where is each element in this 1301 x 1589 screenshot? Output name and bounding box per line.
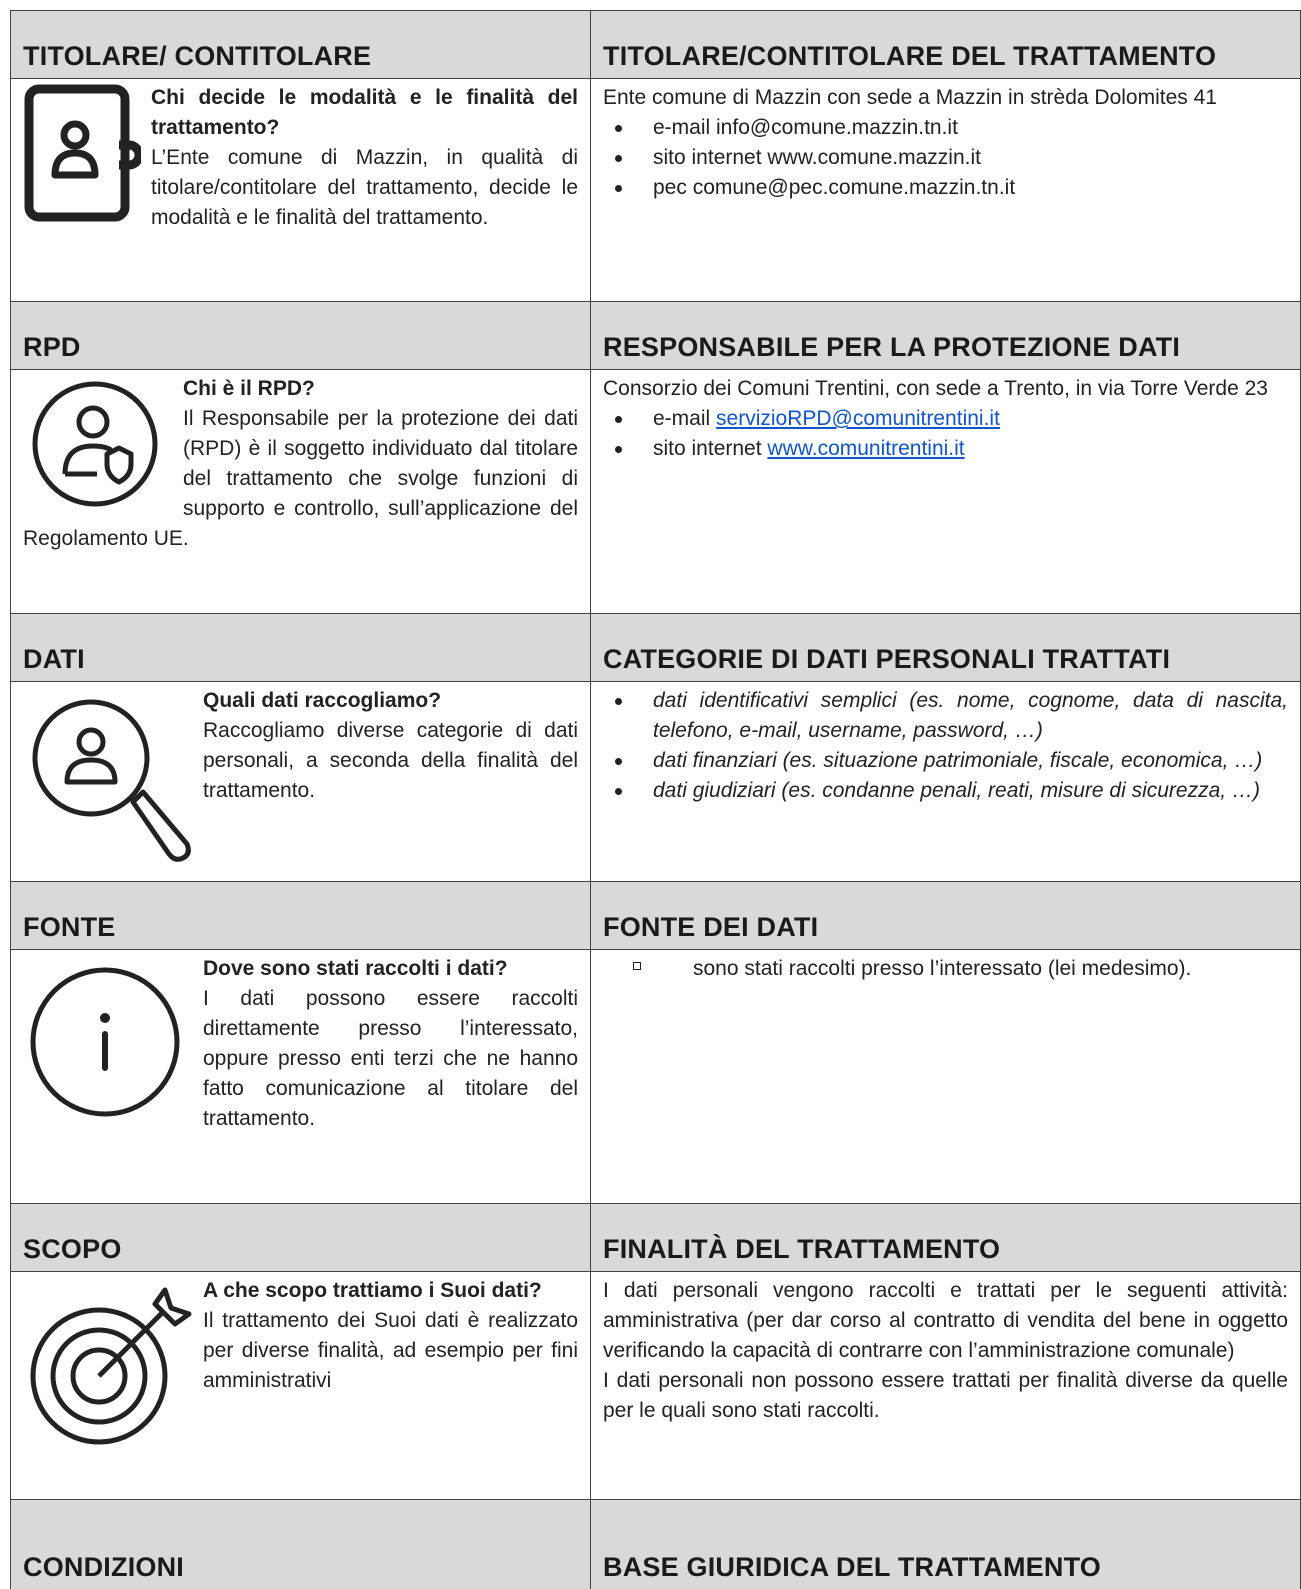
list-item: sito internet www.comunitrentini.it [603, 434, 1288, 464]
left-content [10, 949, 590, 1203]
right-header: CATEGORIE DI DATI PERSONALI TRATTATI [590, 613, 1301, 681]
right-header: RESPONSABILE PER LA PROTEZIONE DATI [590, 301, 1301, 369]
header-row-dati [10, 613, 1301, 681]
info-icon [23, 954, 193, 1124]
left-header: RPD [10, 301, 590, 369]
content-row-rpd [10, 369, 1301, 613]
header-row-scopo [10, 1203, 1301, 1271]
privacy-table [10, 10, 1301, 1589]
list-item: dati finanziari (es. situazione patrimoniale, fiscale, economica, …) [603, 746, 1288, 776]
list-item: e-mail info@comune.mazzin.tn.it [603, 113, 1288, 143]
data-category-list [603, 686, 1288, 806]
header-row-titolare [10, 10, 1301, 78]
magnifier-user-icon [23, 686, 193, 866]
list-item: pec comune@pec.comune.mazzin.tn.it [603, 173, 1288, 203]
paragraph: I dati personali non possono essere trattati per finalità diverse da quelle per le quali sono stati raccolti. [603, 1369, 1288, 1422]
left-content [10, 78, 590, 301]
content-row-titolare [10, 78, 1301, 301]
list-item: e-mail servizioRPD@comunitrentini.it [603, 404, 1288, 434]
left-content [10, 369, 590, 613]
left-header: DATI [10, 613, 590, 681]
right-content [590, 78, 1301, 301]
answer: Il trattamento dei Suoi dati è realizzato per diverse finalità, ad esempio per fini amministrativi [203, 1309, 578, 1392]
answer: Raccogliamo diverse categorie di dati personali, a seconda della finalità del trattamento. [203, 719, 578, 802]
question: A che scopo trattiamo i Suoi dati? [203, 1279, 542, 1302]
list-item: dati giudiziari (es. condanne penali, reati, misure di sicurezza, …) [603, 776, 1288, 806]
left-header: CONDIZIONI [10, 1499, 590, 1589]
right-header: BASE GIURIDICA DEL TRATTAMENTO [590, 1499, 1301, 1589]
source-list [603, 954, 1288, 984]
contact-list [603, 113, 1288, 203]
answer: Il Responsabile per la protezione dei dati (RPD) è il soggetto individuato dal titolare del trattamento che svolge funzioni di supporto e controllo, sull’applicazione del Regolamento UE. [23, 407, 578, 550]
question: Chi decide le modalità e le finalità del trattamento? [151, 86, 578, 139]
header-row-fonte [10, 881, 1301, 949]
content-row-dati [10, 681, 1301, 881]
question: Chi è il RPD? [183, 377, 315, 400]
content-row-fonte [10, 949, 1301, 1203]
answer: I dati possono essere raccolti direttamente presso l’interessato, oppure presso enti terzi che ne hanno fatto comunicazione al titolare del trattamento. [203, 987, 578, 1130]
contact-list [603, 404, 1288, 464]
address-book-icon [23, 83, 141, 225]
list-item: sono stati raccolti presso l’interessato (lei medesimo). [603, 954, 1288, 984]
right-content [590, 1271, 1301, 1499]
target-icon [23, 1276, 193, 1446]
left-header: FONTE [10, 881, 590, 949]
right-content [590, 681, 1301, 881]
right-header: TITOLARE/CONTITOLARE DEL TRATTAMENTO [590, 10, 1301, 78]
email-link[interactable]: servizioRPD@comunitrentini.it [716, 407, 1000, 430]
left-content [10, 681, 590, 881]
header-row-rpd [10, 301, 1301, 369]
user-shield-icon [23, 374, 173, 512]
paragraph: I dati personali vengono raccolti e trattati per le seguenti attività: amministrativa (per dar corso al contratto di vendita del bene in oggetto verificando la capacità di contrarre con l’amministrazione comunale) [603, 1279, 1288, 1362]
left-header: TITOLARE/ CONTITOLARE [10, 10, 590, 78]
list-item: sito internet www.comune.mazzin.it [603, 143, 1288, 173]
header-row-condizioni [10, 1499, 1301, 1589]
list-item: dati identificativi semplici (es. nome, cognome, data di nascita, telefono, e-mail, username, password, …) [603, 686, 1288, 746]
content-row-scopo [10, 1271, 1301, 1499]
answer: L’Ente comune di Mazzin, in qualità di titolare/contitolare del trattamento, decide le modalità e le finalità del trattamento. [151, 146, 578, 229]
right-text: Consorzio dei Comuni Trentini, con sede a Trento, in via Torre Verde 23 [603, 377, 1268, 400]
question: Quali dati raccogliamo? [203, 689, 442, 712]
right-header: FONTE DEI DATI [590, 881, 1301, 949]
right-header: FINALITÀ DEL TRATTAMENTO [590, 1203, 1301, 1271]
left-content [10, 1271, 590, 1499]
website-link[interactable]: www.comunitrentini.it [767, 437, 965, 460]
right-content [590, 369, 1301, 613]
question: Dove sono stati raccolti i dati? [203, 957, 508, 980]
left-header: SCOPO [10, 1203, 590, 1271]
right-text: Ente comune di Mazzin con sede a Mazzin in strèda Dolomites 41 [603, 86, 1217, 109]
right-content [590, 949, 1301, 1203]
